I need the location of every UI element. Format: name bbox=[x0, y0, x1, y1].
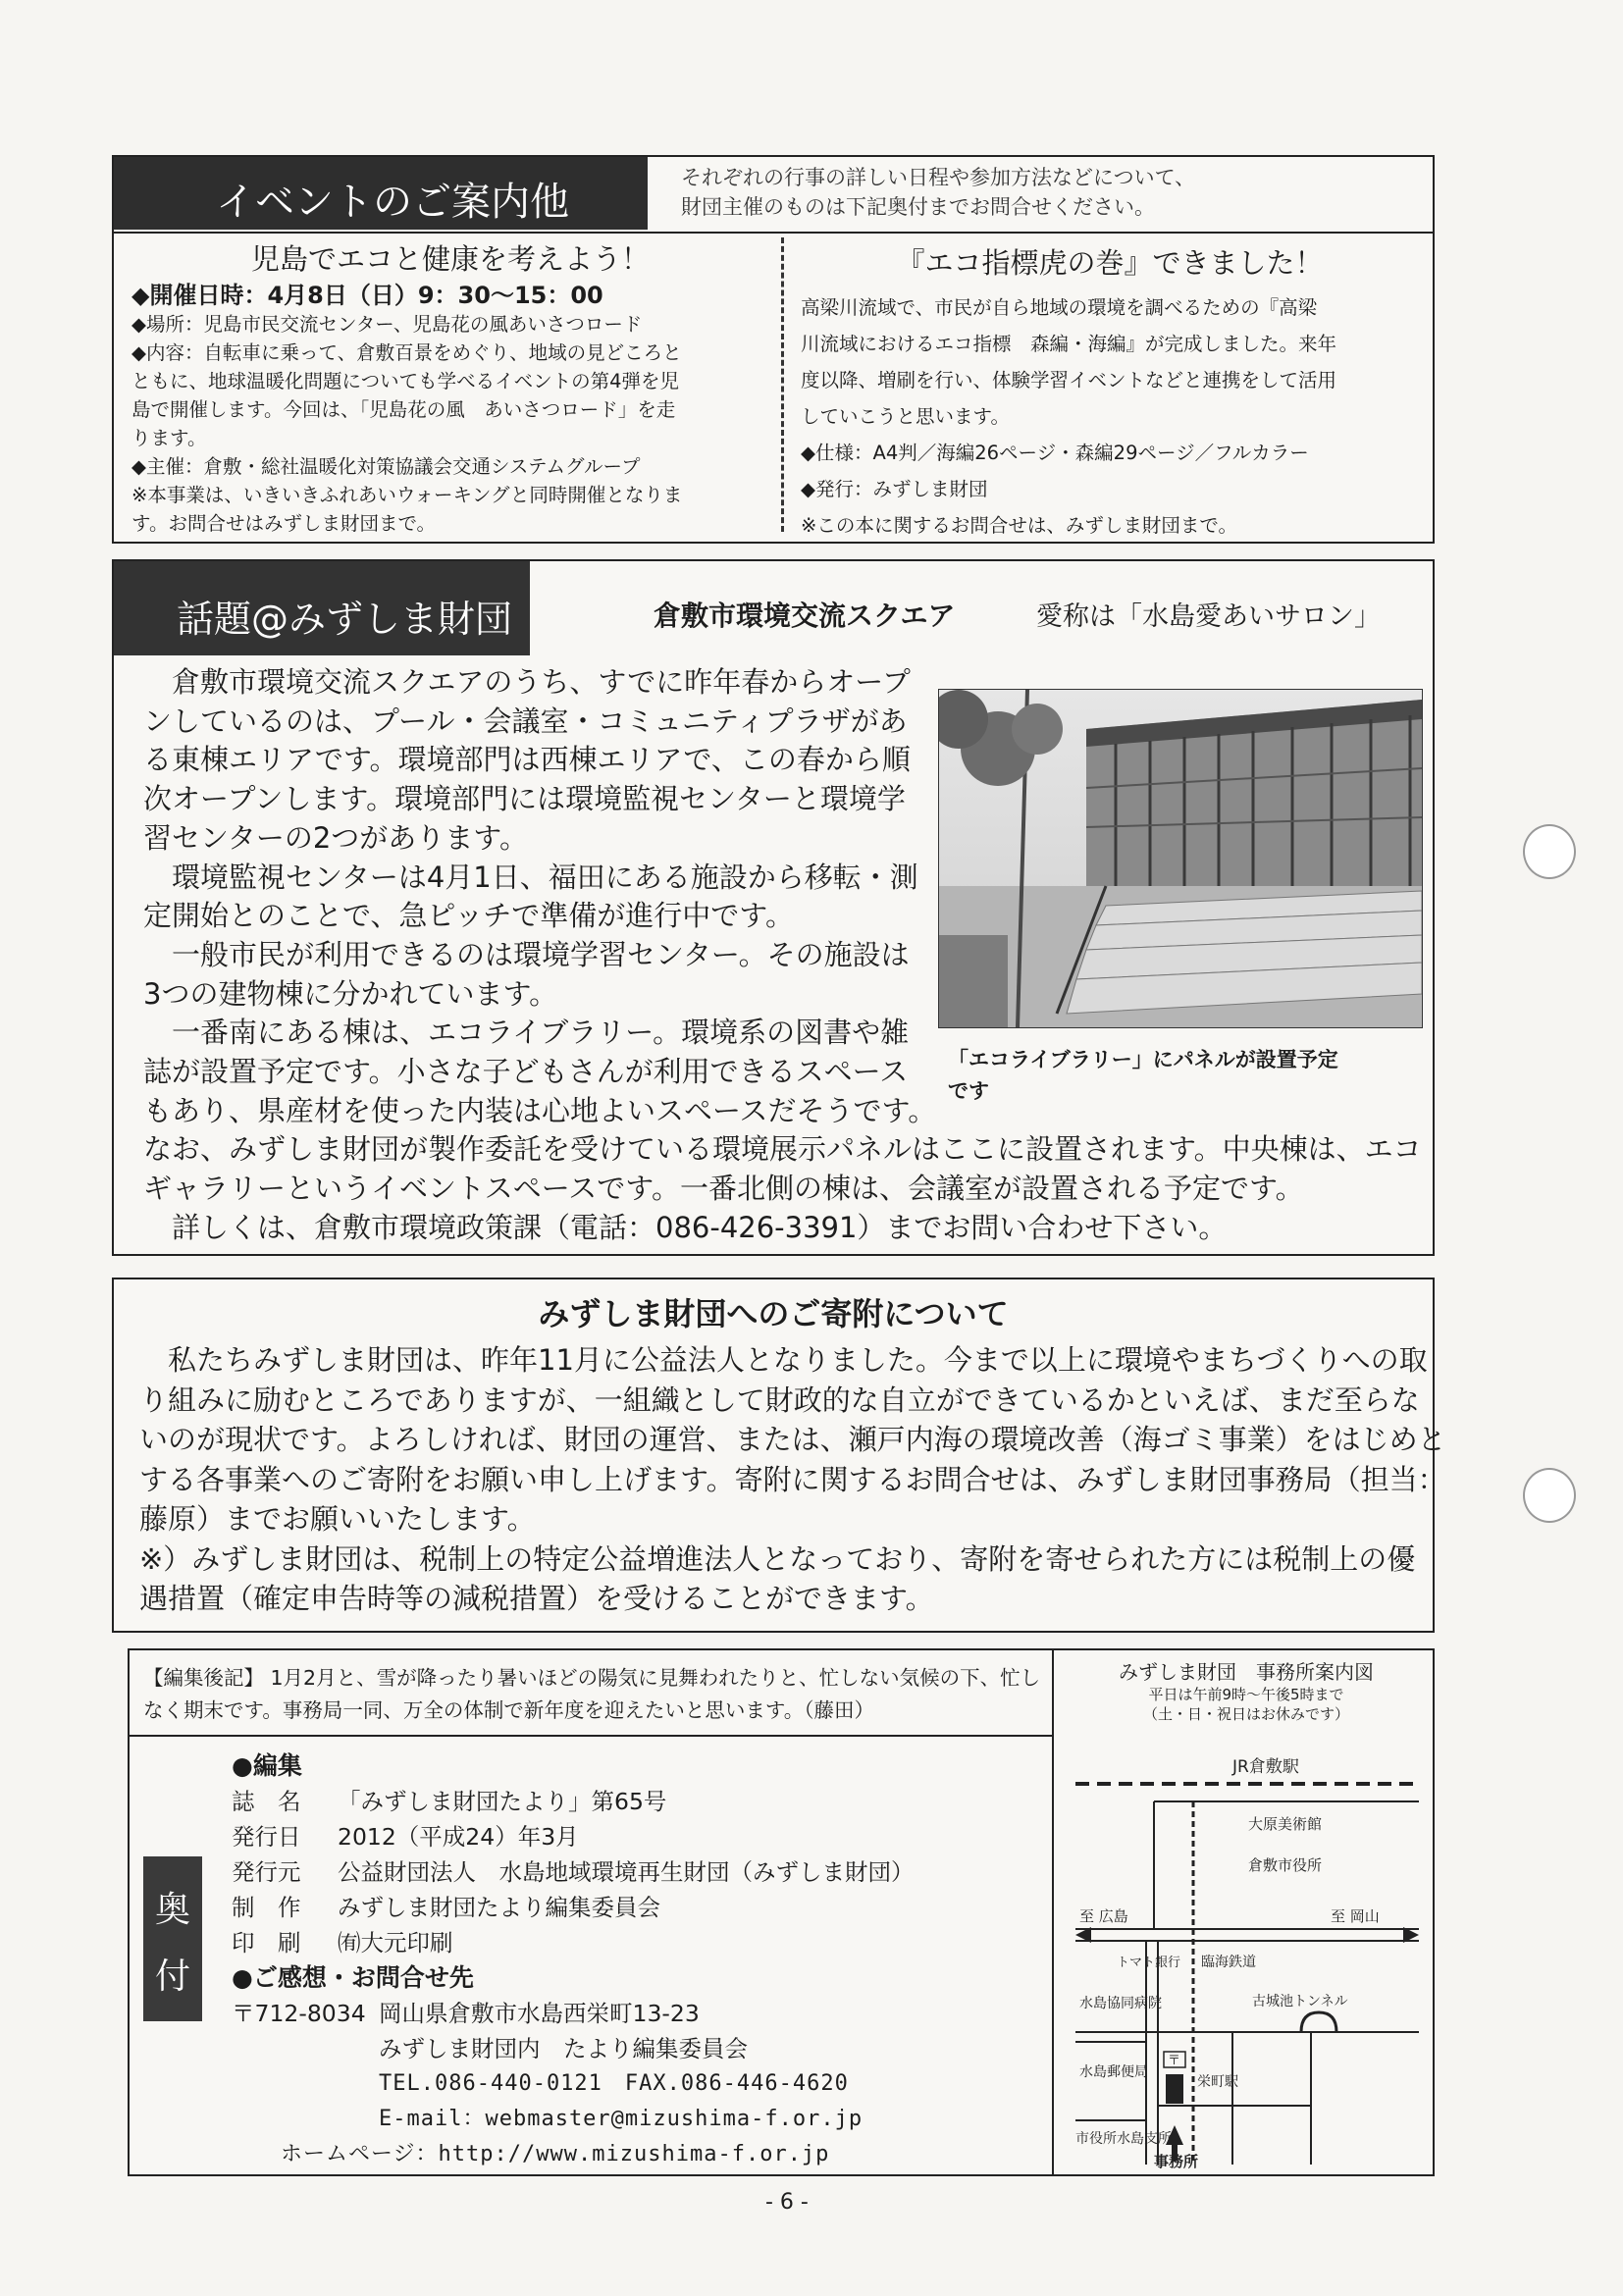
event-kojima-title: 児島でエコと健康を考えよう！ bbox=[250, 242, 650, 276]
events-intro bbox=[681, 163, 1195, 222]
colophon-label bbox=[143, 1856, 202, 2021]
map-label-jr: JR倉敷駅 bbox=[1232, 1757, 1299, 1777]
tel-fax: TEL.086-440-0121 FAX.086-446-4620 bbox=[379, 2071, 849, 2096]
colophon-row bbox=[232, 1854, 915, 1890]
row-value: みずしま財団たより編集委員会 bbox=[338, 1894, 660, 1921]
row-key: 発行元 bbox=[232, 1858, 301, 1886]
dept: みずしま財団内 たより編集委員会 bbox=[379, 2035, 748, 2062]
map-label-office: 事務所 bbox=[1154, 2153, 1199, 2170]
event-line: していこうと思います。 bbox=[801, 405, 1010, 428]
topic-box bbox=[112, 559, 1435, 1256]
row-value: 「みずしま財団たより」第65号 bbox=[338, 1788, 667, 1815]
row-key: 制 作 bbox=[232, 1894, 301, 1921]
map-hours: 平日は午前9時～午後5時まで bbox=[1148, 1686, 1344, 1703]
photo-caption bbox=[948, 1044, 1338, 1107]
map-label-museum: 大原美術館 bbox=[1248, 1815, 1323, 1833]
colophon-label-char: 奥 bbox=[154, 1890, 190, 1930]
row-value: ㈲大元印刷 bbox=[338, 1929, 453, 1957]
event-line: 島で開催します。今回は、「児島花の風 あいさつロード」を走 bbox=[131, 398, 676, 421]
colophon-row bbox=[232, 1784, 915, 1819]
topic-line: 一般市民が利用できるのは環境学習センター。その施設は bbox=[143, 937, 910, 971]
topic-line: る東棟エリアです。環境部門は西棟エリアで、この春から順 bbox=[143, 743, 911, 777]
topic-line: 習センターの2つがあります。 bbox=[143, 820, 528, 855]
donation-line: り組みに励むところでありますが、一組織として財政的な自立ができているかといえば、まだ至らな bbox=[139, 1383, 1420, 1417]
row-key: 印 刷 bbox=[232, 1929, 301, 1957]
event-line: ※この本に関するお問合せは、みずしま財団まで。 bbox=[801, 514, 1237, 537]
topic-line: ンしているのは、プール・会議室・コミュニティプラザがあ bbox=[143, 704, 908, 738]
event-line: ります。 bbox=[131, 427, 207, 449]
divider bbox=[130, 1735, 1052, 1737]
map-label-railway: 臨海鉄道 bbox=[1201, 1955, 1256, 1970]
donation-line: ※）みずしま財団は、税制上の特定公益増進法人となっており、寄附を寄せられた方には税制上の優 bbox=[139, 1541, 1416, 1576]
events-heading: イベントのご案内他 bbox=[216, 180, 569, 225]
event-line: 度以降、増刷を行い、体験学習イベントなどと連携をして活用 bbox=[801, 369, 1337, 391]
events-heading-bar bbox=[114, 157, 648, 230]
map-title: みずしま財団 事務所案内図 bbox=[1119, 1660, 1374, 1684]
map-label-post-symbol: 〒 bbox=[1168, 2054, 1181, 2068]
office-map bbox=[1056, 1733, 1431, 2170]
topic-line: 倉敷市環境交流スクエアのうち、すでに昨年春からオープ bbox=[143, 665, 911, 699]
row-value: 2012（平成24）年3月 bbox=[338, 1823, 579, 1851]
divider bbox=[1052, 1650, 1054, 2174]
topic-line: なお、みずしま財団が製作委託を受けている環境展示パネルはここに設置されます。中央棟は、エコ bbox=[143, 1132, 1422, 1167]
map-label-sakae: 栄町駅 bbox=[1197, 2074, 1238, 2090]
event-line: す。お問合せはみずしま財団まで。 bbox=[131, 512, 437, 535]
editor-afterword: 【編集後記】 1月2月と、雪が降ったり暑いほどの陽気に見舞われたりと、忙しない気候の下、忙しなく期末です。事務局一同、万全の体制で新年度を迎えたいと思います。（藤田） bbox=[143, 1666, 1041, 1722]
map-label-okayama: 至 岡山 bbox=[1331, 1907, 1380, 1925]
events-intro-line: 財団主催のものは下記奥付までお問合せください。 bbox=[681, 195, 1155, 219]
binder-hole bbox=[1523, 1468, 1576, 1523]
topic-line: 詳しくは、倉敷市環境政策課（電話：086-426-3391）までお問い合わせ下さい。 bbox=[143, 1210, 1228, 1244]
map-heading bbox=[1070, 1656, 1423, 1724]
eco-library-photo bbox=[938, 689, 1423, 1028]
map-label-post: 水島郵便局 bbox=[1079, 2064, 1148, 2080]
donation-body bbox=[139, 1340, 1446, 1619]
map-label-branch: 市役所水島支所 bbox=[1075, 2131, 1172, 2147]
topic-line: 環境監視センターは4月1日、福田にある施設から移転・測 bbox=[143, 860, 918, 894]
donation-line: する各事業へのご寄附をお願い申し上げます。寄附に関するお問合せは、みずしま財団事務局（担当： bbox=[139, 1462, 1446, 1496]
donation-line: 藤原）までお願いいたします。 bbox=[139, 1502, 536, 1536]
dashed-divider bbox=[781, 237, 784, 532]
map-hours: （土・日・祝日はお休みです） bbox=[1142, 1705, 1349, 1723]
event-line: ◆開催日時：4月8日（日）9：30～15：00 bbox=[131, 282, 603, 309]
events-box bbox=[112, 155, 1435, 544]
event-line: ◆内容：自転車に乗って、倉敷百景をめぐり、地域の見どころと bbox=[131, 341, 682, 364]
colophon-box bbox=[128, 1648, 1435, 2176]
colophon-details bbox=[232, 1748, 915, 2172]
row-key: 誌 名 bbox=[232, 1788, 301, 1815]
postal-code: 〒712-8034 bbox=[232, 2000, 366, 2027]
event-kojima bbox=[131, 242, 769, 538]
topic-heading-bar bbox=[114, 561, 530, 655]
event-line: ともに、地球温暖化問題についても学べるイベントの第4弾を児 bbox=[131, 370, 680, 392]
caption-line: 「エコライブラリー」にパネルが設置予定 bbox=[948, 1048, 1338, 1071]
colophon-row bbox=[232, 1925, 915, 1960]
event-line: ◆場所：児島市民交流センター、児島花の風あいさつロード bbox=[131, 313, 643, 336]
event-line: 川流域におけるエコ指標 森編・海編』が完成しました。来年 bbox=[801, 333, 1337, 355]
colophon-row bbox=[232, 1996, 915, 2031]
topic-line: 3つの建物棟に分かれています。 bbox=[143, 976, 558, 1011]
event-line: 高梁川流域で、市民が自ら地域の環境を調べるための『高梁 bbox=[801, 296, 1318, 319]
row-value: 公益財団法人 水島地域環境再生財団（みずしま財団） bbox=[338, 1858, 915, 1886]
events-intro-line: それぞれの行事の詳しい日程や参加方法などについて、 bbox=[681, 166, 1196, 189]
topic-line: 定開始とのことで、急ピッチで準備が進行中です。 bbox=[143, 899, 794, 933]
page-number: - 6 - bbox=[765, 2190, 809, 2215]
topic-line: ギャラリーというイベントスペースです。一番北側の棟は、会議室が設置される予定です。 bbox=[143, 1172, 1304, 1206]
address: 岡山県倉敷市水島西栄町13-23 bbox=[379, 2000, 700, 2027]
event-line: ◆主催：倉敷・総社温暖化対策協議会交通システムグループ bbox=[131, 455, 641, 478]
event-line: ◆仕様：A4判／海編26ページ・森編29ページ／フルカラー bbox=[801, 442, 1309, 464]
event-line: ※本事業は、いきいきふれあいウォーキングと同時開催となりま bbox=[131, 484, 683, 506]
event-eco-book bbox=[801, 245, 1419, 544]
donation-line: 私たちみずしま財団は、昨年11月に公益法人となりました。今まで以上に環境やまちづくりへの取 bbox=[139, 1343, 1428, 1377]
map-label-hiroshima: 至 広島 bbox=[1079, 1907, 1128, 1925]
homepage-link[interactable]: ホームページ：http://www.mizushima-f.or.jp bbox=[281, 2142, 830, 2166]
office-marker bbox=[1166, 2074, 1183, 2104]
donation-box bbox=[112, 1278, 1446, 1633]
map-label-kojo: 古城池トンネル bbox=[1252, 1994, 1348, 2009]
contact-heading: ●ご感想・お問合せ先 bbox=[232, 1963, 474, 1992]
colophon-label-char: 付 bbox=[154, 1957, 190, 1997]
topic-line: 誌が設置予定です。小さな子どもさんが利用できるスペース bbox=[143, 1055, 909, 1089]
colophon-row bbox=[232, 1819, 915, 1854]
binder-hole bbox=[1523, 824, 1576, 879]
map-label-hospital: 水島協同病院 bbox=[1079, 1996, 1162, 2011]
event-eco-book-title: 『エコ指標虎の巻』できました！ bbox=[896, 246, 1324, 280]
map-label-tomato: トマト銀行 bbox=[1117, 1956, 1181, 1970]
topic-subtitle: 倉敷市環境交流スクエア bbox=[654, 600, 956, 632]
row-key: 発行日 bbox=[232, 1823, 301, 1851]
topic-line: 次オープンします。環境部門には環境監視センターと環境学 bbox=[143, 782, 906, 816]
email-link[interactable]: E-mail：webmaster@mizushima-f.or.jp bbox=[379, 2107, 864, 2131]
topic-line: 一番南にある棟は、エコライブラリー。環境系の図書や雑 bbox=[143, 1016, 910, 1050]
event-line: ◆発行：みずしま財団 bbox=[801, 478, 988, 500]
topic-nickname: 愛称は「水島愛あいサロン」 bbox=[1036, 601, 1381, 632]
caption-line: です bbox=[948, 1079, 989, 1103]
topic-heading: 話題@みずしま財団 bbox=[177, 598, 513, 641]
map-label-cityhall: 倉敷市役所 bbox=[1248, 1856, 1323, 1874]
donation-line: いのが現状です。よろしければ、財団の運営、または、瀬戸内海の環境改善（海ゴミ事業）をはじめと bbox=[139, 1423, 1446, 1456]
edit-heading: ●編集 bbox=[232, 1751, 302, 1780]
colophon-row bbox=[232, 1890, 915, 1925]
divider bbox=[114, 232, 1433, 234]
topic-line: もあり、県産材を使った内装は心地よいスペースだそうです。 bbox=[143, 1093, 937, 1127]
donation-line: 遇措置（確定申告時等の減税措置）を受けることができます。 bbox=[139, 1582, 934, 1615]
donation-title: みずしま財団へのご寄附について bbox=[538, 1295, 1009, 1332]
